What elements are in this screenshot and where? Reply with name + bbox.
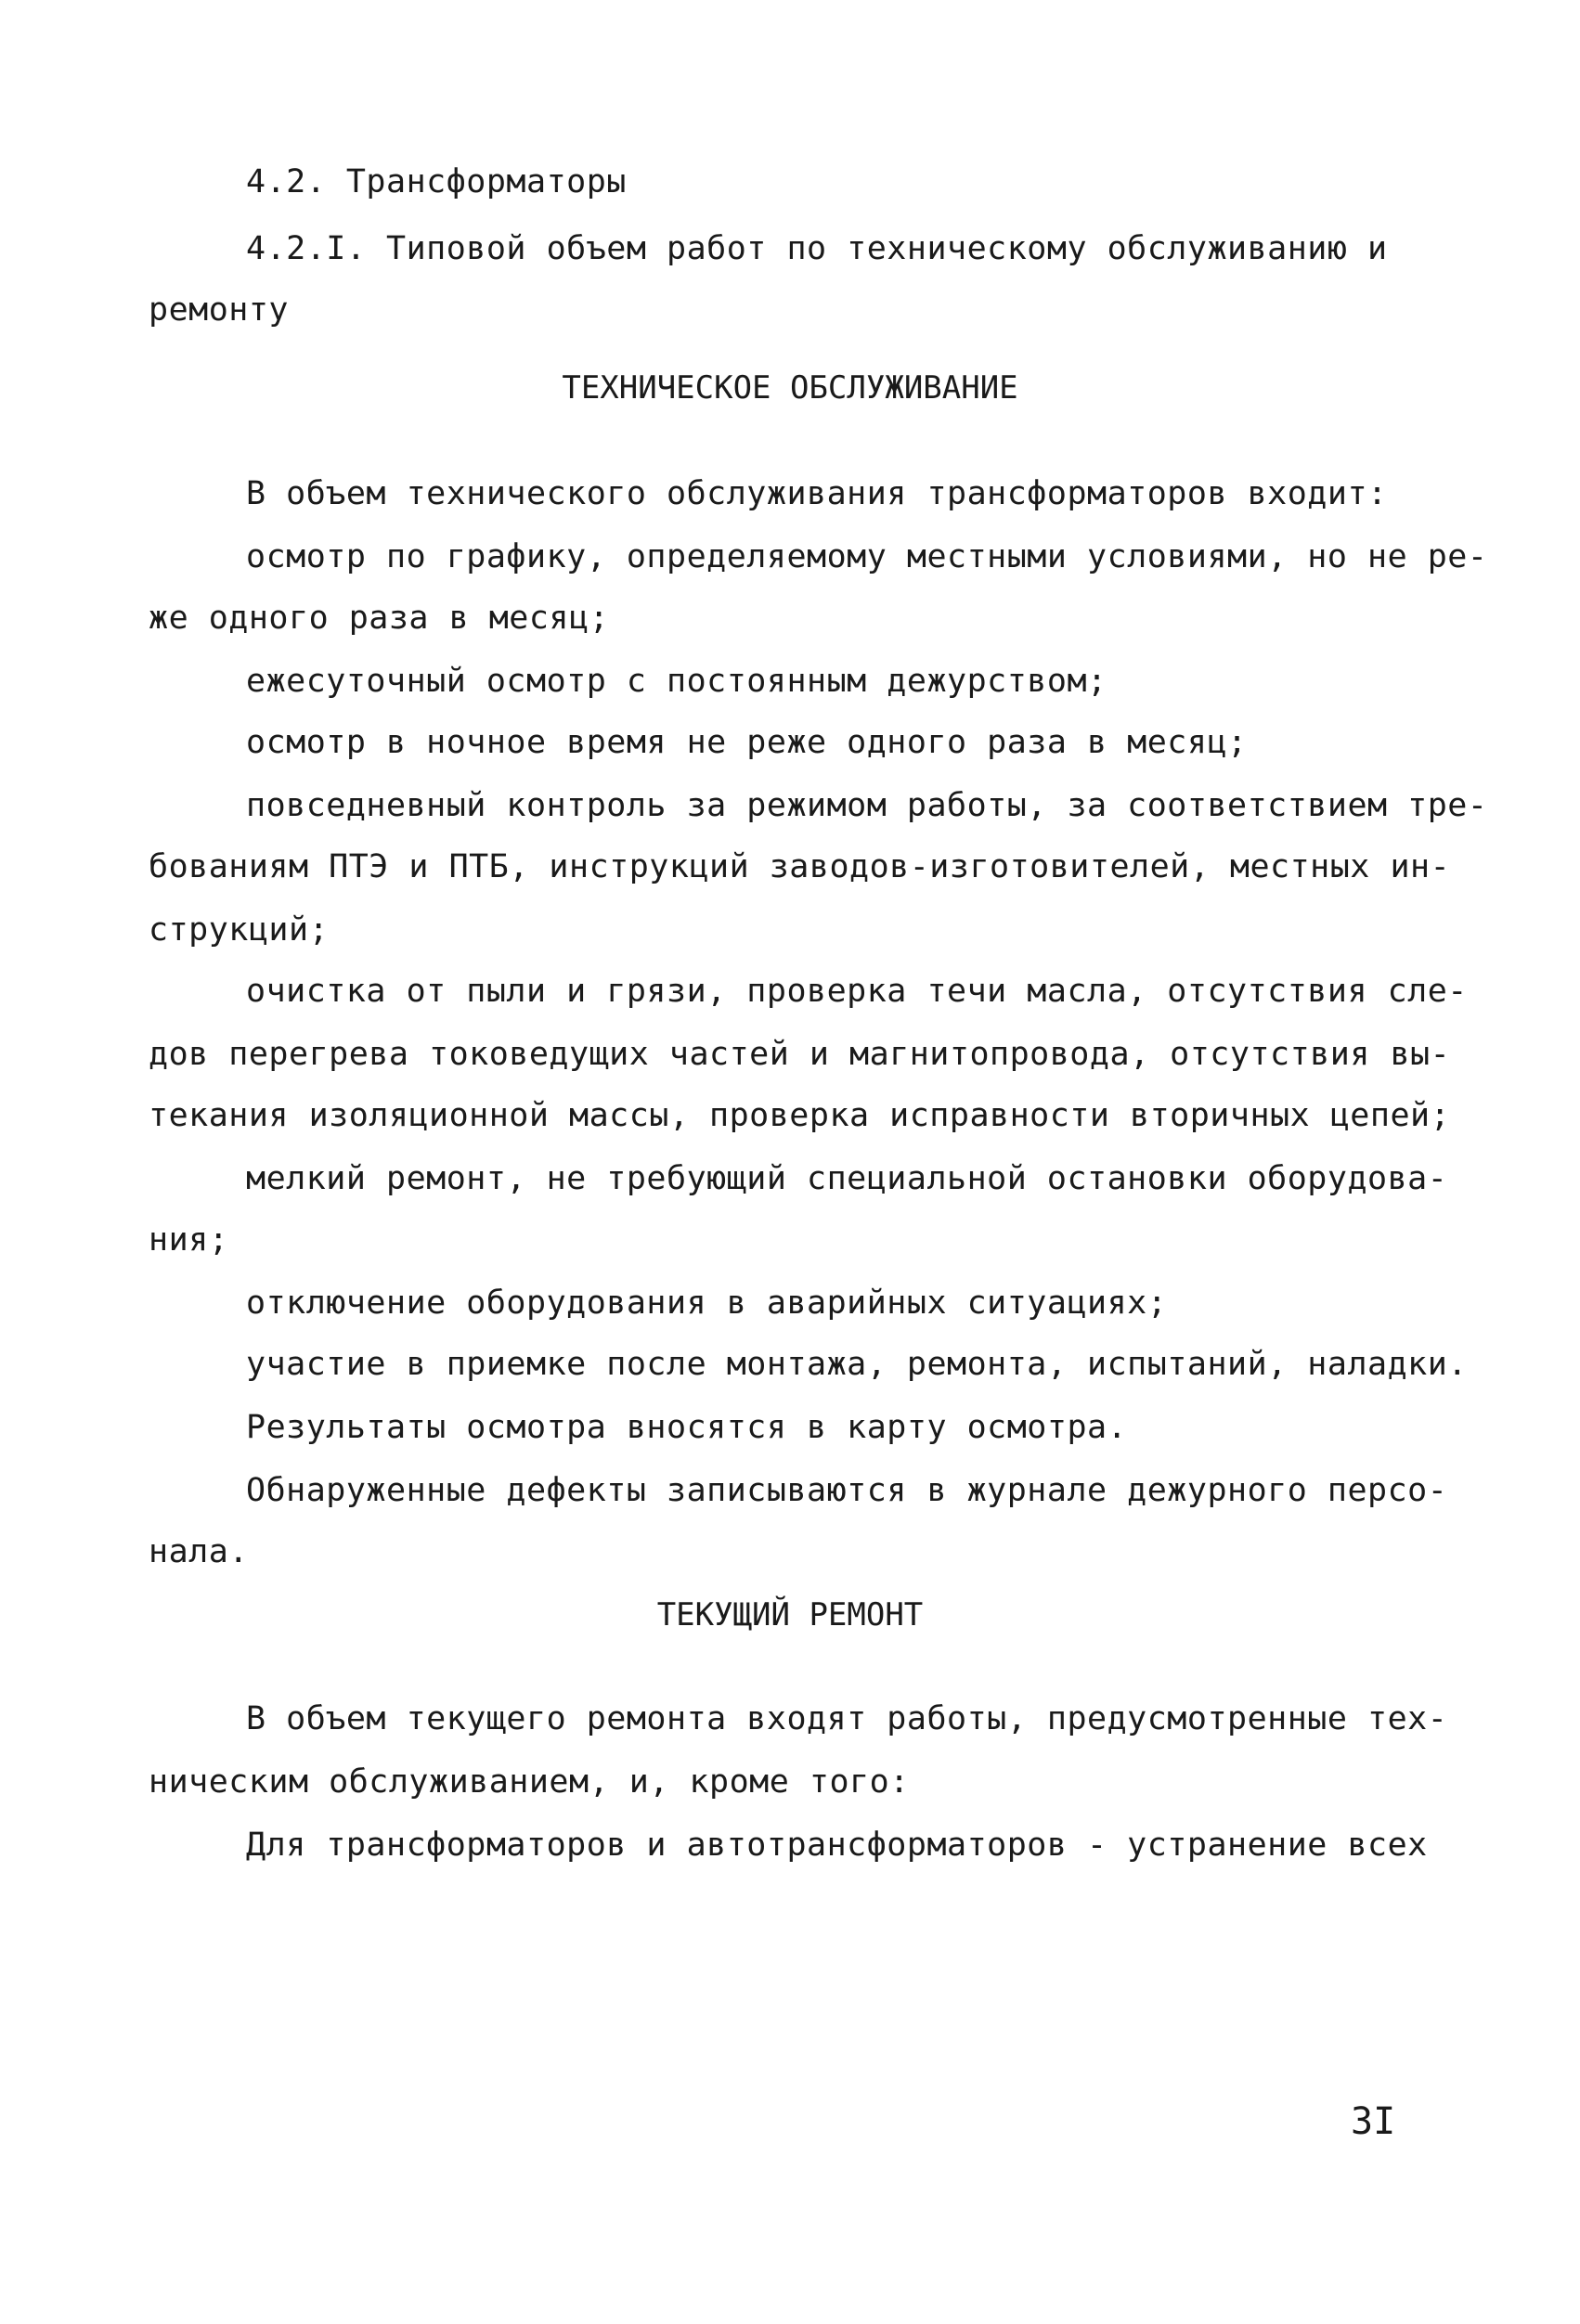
- section-title: 4.2. Трансформаторы: [246, 163, 627, 200]
- subsection-title-line-2: ремонту: [149, 291, 290, 329]
- maintenance-line: участие в приемке после монтажа, ремонта, испытаний, наладки.: [246, 1346, 1468, 1383]
- maintenance-line: струкций;: [149, 911, 330, 949]
- maintenance-line: текания изоляционной массы, проверка исправности вторичных цепей;: [149, 1097, 1451, 1134]
- maintenance-line: Обнаруженные дефекты записываются в журнале дежурного персо-: [246, 1472, 1448, 1509]
- maintenance-line: очистка от пыли и грязи, проверка течи масла, отсутствия сле-: [246, 973, 1468, 1010]
- maintenance-line: нала.: [149, 1533, 249, 1570]
- current-repair-heading: ТЕКУЩИЙ РЕМОНТ: [656, 1596, 924, 1633]
- maintenance-line: же одного раза в месяц;: [149, 600, 610, 637]
- current-repair-line: ническим обслуживанием, и, кроме того:: [149, 1763, 910, 1801]
- maintenance-line: ния;: [149, 1221, 229, 1259]
- maintenance-line: Результаты осмотра вносятся в карту осмотра.: [246, 1409, 1128, 1446]
- current-repair-line: Для трансформаторов и автотрансформаторов - устранение всех: [246, 1827, 1428, 1864]
- page-number: 3I: [1351, 2100, 1396, 2143]
- maintenance-line: осмотр по графику, определяемому местными условиями, но не ре-: [246, 538, 1488, 575]
- maintenance-line: бованиям ПТЭ и ПТБ, инструкций заводов-изготовителей, местных ин-: [149, 848, 1451, 885]
- maintenance-line: В объем технического обслуживания трансформаторов входит:: [246, 475, 1388, 512]
- maintenance-line: осмотр в ночное время не реже одного раза в месяц;: [246, 724, 1248, 761]
- maintenance-line: дов перегрева токоведущих частей и магнитопровода, отсутствия вы-: [149, 1036, 1451, 1073]
- maintenance-line: ежесуточный осмотр с постоянным дежурством;: [246, 663, 1107, 700]
- maintenance-line: мелкий ремонт, не требующий специальной остановки оборудова-: [246, 1160, 1448, 1197]
- maintenance-heading: ТЕХНИЧЕСКОЕ ОБСЛУЖИВАНИЕ: [562, 369, 1018, 407]
- maintenance-line: повседневный контроль за режимом работы, за соответствием тре-: [246, 787, 1488, 824]
- current-repair-line: В объем текущего ремонта входят работы, предусмотренные тех-: [246, 1700, 1448, 1737]
- subsection-title-line-1: 4.2.I. Типовой объем работ по техническому обслуживанию и: [246, 230, 1388, 267]
- maintenance-line: отключение оборудования в аварийных ситуациях;: [246, 1285, 1168, 1322]
